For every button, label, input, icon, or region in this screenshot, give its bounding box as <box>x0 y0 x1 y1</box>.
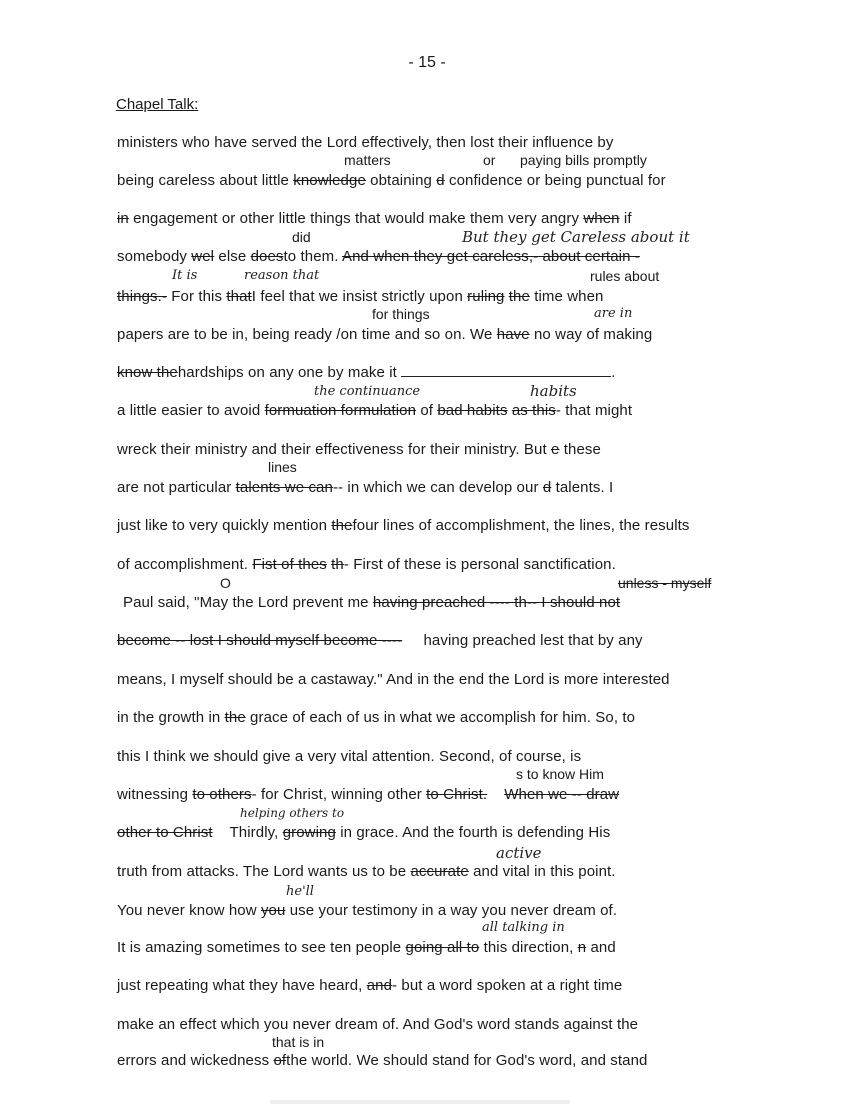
text-line: other to Christ Thirdly, growing in grace. And the fourth is defending His <box>117 824 611 841</box>
text-line: somebody wel else doesto them. And when they get careless,- about certain - <box>117 248 640 265</box>
page-number: - 15 - <box>408 54 446 71</box>
text-line: ministers who have served the Lord effectively, then lost their influence by <box>117 134 614 151</box>
text-line: of accomplishment. Fist of thes th- First of these is personal sanctification. <box>117 556 616 573</box>
insertion: did <box>292 229 311 245</box>
text-line: just like to very quickly mention thefour lines of accomplishment, the lines, the results <box>117 517 690 534</box>
insertion: lines <box>268 459 297 475</box>
text-line: papers are to be in, being ready /on time and so on. We have no way of making <box>117 326 653 343</box>
fill-blank <box>401 364 611 377</box>
text-line: errors and wickedness ofthe world. We should stand for God's word, and stand <box>117 1052 648 1069</box>
text-line: this I think we should give a very vital attention. Second, of course, is <box>117 748 582 765</box>
insertion: that is in <box>272 1034 325 1050</box>
insertion: paying bills promptly <box>520 152 647 168</box>
text-line: are not particular talents we can-- in which we can develop our d talents. I <box>117 479 614 496</box>
handwritten-insertion: he'll <box>286 884 314 899</box>
insertion: O <box>220 575 231 591</box>
text-line: means, I myself should be a castaway." And in the end the Lord is more interested <box>117 671 670 688</box>
handwritten-insertion: habits <box>530 382 577 400</box>
text-line: just repeating what they have heard, and- but a word spoken at a right time <box>117 977 623 994</box>
heading: Chapel Talk: <box>116 96 199 113</box>
text-line: things.- For this thatI feel that we insist strictly upon ruling the time when <box>117 288 604 305</box>
text-line: know thehardships on any one by make it . <box>117 364 616 381</box>
text-line: a little easier to avoid formuation formulation of bad habits as this- that might <box>117 402 633 419</box>
handwritten-insertion: helping others to <box>240 806 345 820</box>
text-line: witnessing to others- for Christ, winning other to Christ. When we -- draw <box>117 786 620 803</box>
text-line: in engagement or other little things that would make them very angry when if <box>117 210 632 227</box>
text-line: Paul said, "May the Lord prevent me having preached ---- th-- I should not <box>123 594 621 611</box>
text-line: in the growth in the grace of each of us in what we accomplish for him. So, to <box>117 709 636 726</box>
text-line: truth from attacks. The Lord wants us to be accurate and vital in this point. <box>117 863 616 880</box>
text-line: You never know how you use your testimony in a way you never dream of. <box>117 902 618 919</box>
insertion: rules about <box>590 268 660 284</box>
handwritten-insertion: It is <box>172 268 198 283</box>
handwritten-insertion: are in <box>594 306 633 321</box>
handwritten-insertion: But they get Careless about it <box>462 228 690 246</box>
scan-smudge <box>270 1100 570 1104</box>
handwritten-insertion: active <box>496 844 542 862</box>
text-line: become -- lost I should myself become ---- having preached lest that by any <box>117 632 643 649</box>
insertion: matters <box>344 152 391 168</box>
text-line: wreck their ministry and their effectiveness for their ministry. But e these <box>117 441 601 458</box>
insertion: s to know Him <box>516 766 604 782</box>
text-line: being careless about little knowledge obtaining d confidence or being punctual for <box>117 172 666 189</box>
text-line: It is amazing sometimes to see ten people going all to this direction, n and <box>117 939 616 956</box>
insertion: or <box>483 152 496 168</box>
insertion: for things <box>372 306 430 322</box>
insertion: unless - myself <box>618 575 712 591</box>
text-line: make an effect which you never dream of. And God's word stands against the <box>117 1016 639 1033</box>
handwritten-insertion: all talking in <box>482 920 565 935</box>
handwritten-insertion: reason that <box>244 268 320 283</box>
handwritten-insertion: the continuance <box>314 384 421 399</box>
